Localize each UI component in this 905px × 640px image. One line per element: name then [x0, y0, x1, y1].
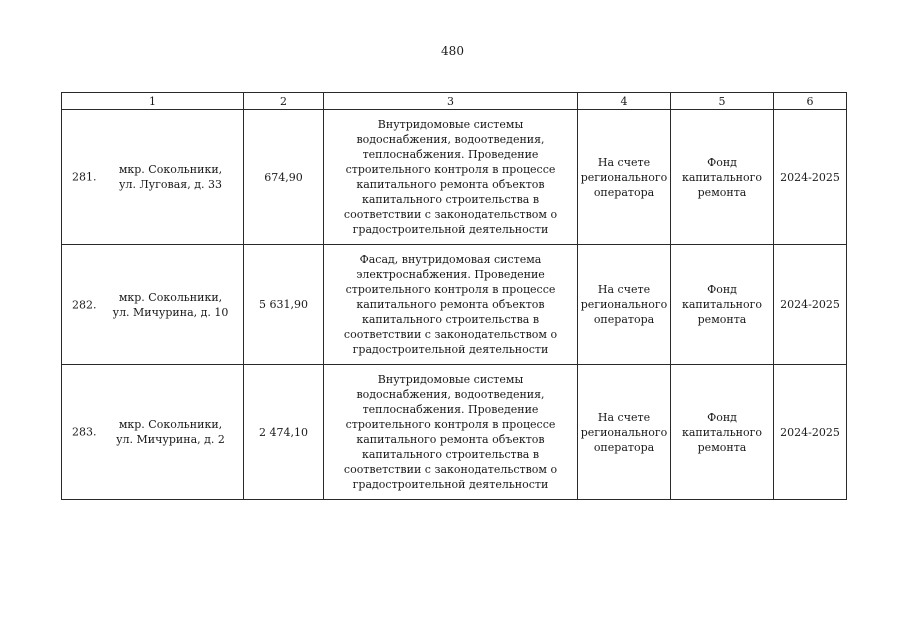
cost-cell: 2 474,10: [244, 365, 324, 500]
address-line-1: мкр. Сокольники,: [118, 290, 223, 304]
period-cell: 2024-2025: [774, 245, 847, 365]
address-line-1: мкр. Сокольники,: [118, 163, 223, 176]
row-number: 283.: [72, 425, 97, 439]
period-cell: 2024-2025: [774, 110, 847, 245]
works-cell: Внутридомовые системы водоснабжения, водоотведения, теплоснабжения. Проведение строительного контроля в процессе капитального ремонта объектов капитального строительства в соответствии с законодательством о градостроительной деятельности: [324, 110, 578, 245]
source-cell: Фонд капитального ремонта: [671, 110, 774, 245]
address-cell: [62, 245, 244, 365]
period-cell: 2024-2025: [774, 365, 847, 500]
page-number: 480: [441, 44, 464, 58]
column-header-5: 5: [671, 93, 774, 110]
address-cell: [62, 110, 244, 245]
table-header-row: [62, 93, 847, 110]
column-header-1: 1: [62, 93, 244, 110]
column-header-2: 2: [244, 93, 324, 110]
table-row: [62, 365, 847, 500]
address-line-2: ул. Мичурина, д. 10: [112, 305, 229, 319]
address-line-2: ул. Луговая, д. 33: [119, 178, 222, 191]
row-number: 281.: [72, 170, 97, 184]
address-cell: [62, 365, 244, 500]
table-row: [62, 110, 847, 245]
column-header-4: 4: [578, 93, 671, 110]
cost-cell: 674,90: [244, 110, 324, 245]
column-header-6: 6: [774, 93, 847, 110]
address-line-1: мкр. Сокольники,: [118, 418, 223, 431]
works-cell: Внутридомовые системы водоснабжения, водоотведения, теплоснабжения. Проведение строительного контроля в процессе капитального ремонта объектов капитального строительства в соответствии с законодательством о градостроительной деятельности: [324, 365, 578, 500]
row-number: 282.: [72, 298, 97, 311]
table-row: [62, 245, 847, 365]
account-cell: На счете регионального оператора: [578, 245, 671, 365]
works-cell: Фасад, внутридомовая система электроснабжения. Проведение строительного контроля в процессе капитального ремонта объектов капитального строительства в соответствии с законодательством о градостроительной деятельности: [324, 245, 578, 365]
source-cell: Фонд капитального ремонта: [671, 245, 774, 365]
cost-cell: 5 631,90: [244, 245, 324, 365]
column-header-3: 3: [324, 93, 578, 110]
repair-program-table: [61, 92, 847, 500]
source-cell: Фонд капитального ремонта: [671, 365, 774, 500]
account-cell: На счете регионального оператора: [578, 365, 671, 500]
account-cell: На счете регионального оператора: [578, 110, 671, 245]
address-line-2: ул. Мичурина, д. 2: [116, 433, 225, 446]
